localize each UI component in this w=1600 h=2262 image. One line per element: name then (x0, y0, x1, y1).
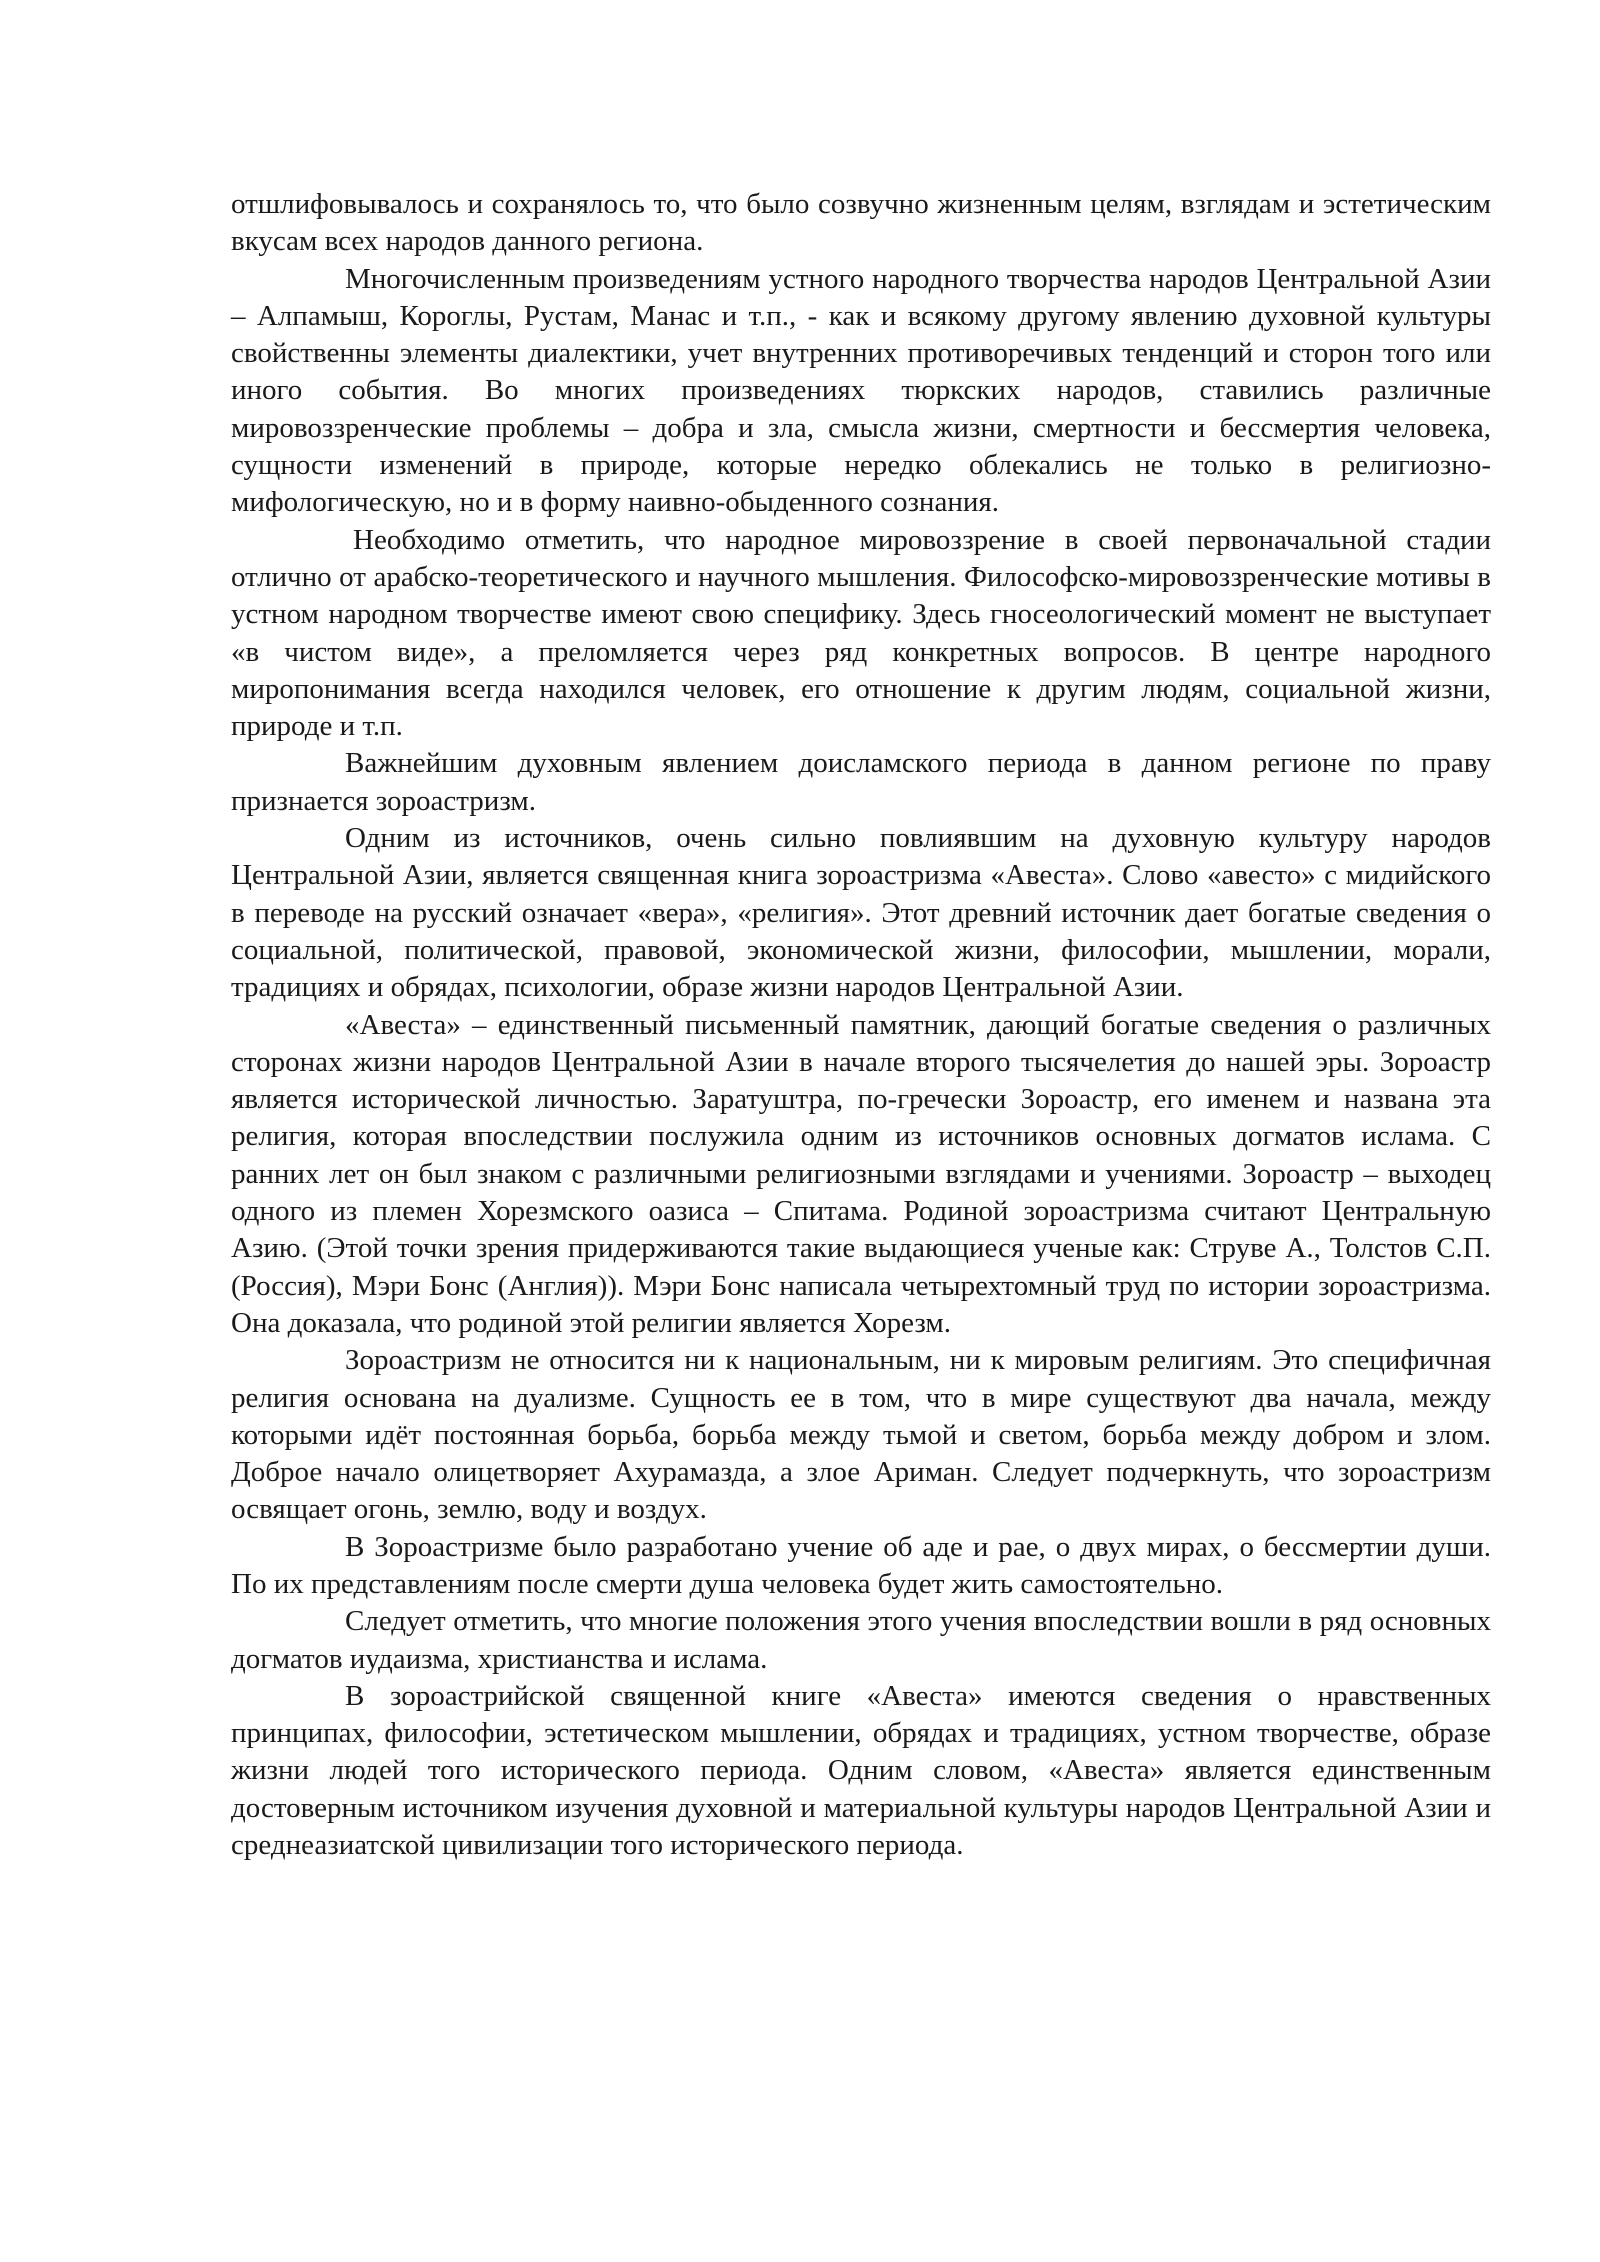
paragraph-continuation: отшлифовывалось и сохранялось то, что было созвучно жизненным целям, взглядам и эстетическим вкусам всех народов данного региона. (231, 188, 1491, 258)
paragraph-oral-folk-art: Многочисленным произведениям устного народного творчества народов Центральной Азии – Алпамыш, Короглы, Рустам, Манас и т.п., - как и всякому другому явлению духовной культуры свойственны элементы диалектики, учет внутренних противоречивых тенденций и сторон того или иного события. Во многих произведениях тюркских народов, ставились различные мировоззренческие проблемы – добра и зла, смысла жизни, смертности и бессмертия человека, сущности изменений в природе, которые нередко облекались не только в религиозно-мифологическую, но и в форму наивно-обыденного сознания. (231, 262, 1491, 519)
paragraph-heaven-hell: В Зороастризме было разработано учение об аде и рае, о двух мирах, о бессмертии души. По их представлениям после смерти душа человека будет жить самостоятельно. (231, 1530, 1491, 1600)
paragraph-avesta-source: Одним из источников, очень сильно повлиявшим на духовную культуру народов Центральной Азии, является священная книга зороастризма «Авеста». Слово «авесто» с мидийского в переводе на русский означает «вера», «религия». Этот древний источник дает богатые сведения о социальной, политической, правовой, экономической жизни, философии, мышлении, морали, традициях и обрядах, психологии, образе жизни народов Центральной Азии. (231, 822, 1491, 1004)
paragraph-avesta-monument: «Авеста» – единственный письменный памятник, дающий богатые сведения о различных сторонах жизни народов Центральной Азии в начале второго тысячелетия до нашей эры. Зороастр является исторической личностью. Заратуштра, по-гречески Зороастр, его именем и названа эта религия, которая впоследствии послужила одним из источников основных догматов ислама. С ранних лет он был знаком с различными религиозными взглядами и учениями. Зороастр – выходец одного из племен Хорезмского оазиса – Спитама. Родиной зороастризма считают Центральную Азию. (Этой точки зрения придерживаются такие выдающиеся ученые как: Струве А., Толстов С.П. (Россия), Мэри Бонс (Англия)). Мэри Бонс написала четырехтомный труд по истории зороастризма. Она доказала, что родиной этой религии является Хорезм. (231, 1008, 1491, 1339)
paragraph-folk-worldview: Необходимо отметить, что народное мировоззрение в своей первоначальной стадии отлично от арабско-теоретического и научного мышления. Философско-мировоззренческие мотивы в устном народном творчестве имеют свою специфику. Здесь гносеологический момент не выступает «в чистом виде», а преломляется через ряд конкретных вопросов. В центре народного миропонимания всегда находился человек, его отношение к другим людям, социальной жизни, природе и т.п. (231, 523, 1491, 743)
paragraph-zoroastrianism-intro: Важнейшим духовным явлением доисламского периода в данном регионе по праву признается зороастризм. (231, 747, 1491, 817)
document-body (231, 186, 1491, 1864)
paragraph-avesta-conclusion: В зороастрийской священной книге «Авеста» имеются сведения о нравственных принципах, философии, эстетическом мышлении, обрядах и традициях, устном творчестве, образе жизни людей того исторического периода. Одним словом, «Авеста» является единственным достоверным источником изучения духовной и материальной культуры народов Центральной Азии и среднеазиатской цивилизации того исторического периода. (231, 1679, 1491, 1862)
paragraph-dualism: Зороастризм не относится ни к национальным, ни к мировым религиям. Это специфичная религия основана на дуализме. Сущность ее в том, что в мире существуют два начала, между которыми идёт постоянная борьба, борьба между тьмой и светом, борьба между добром и злом. Доброе начало олицетворяет Ахурамазда, а злое Ариман. Следует подчеркнуть, что зороастризм освящает огонь, землю, воду и воздух. (231, 1344, 1491, 1526)
paragraph-dogmas: Следует отметить, что многие положения этого учения впоследствии вошли в ряд основных догматов иудаизма, христианства и ислама. (231, 1605, 1491, 1675)
